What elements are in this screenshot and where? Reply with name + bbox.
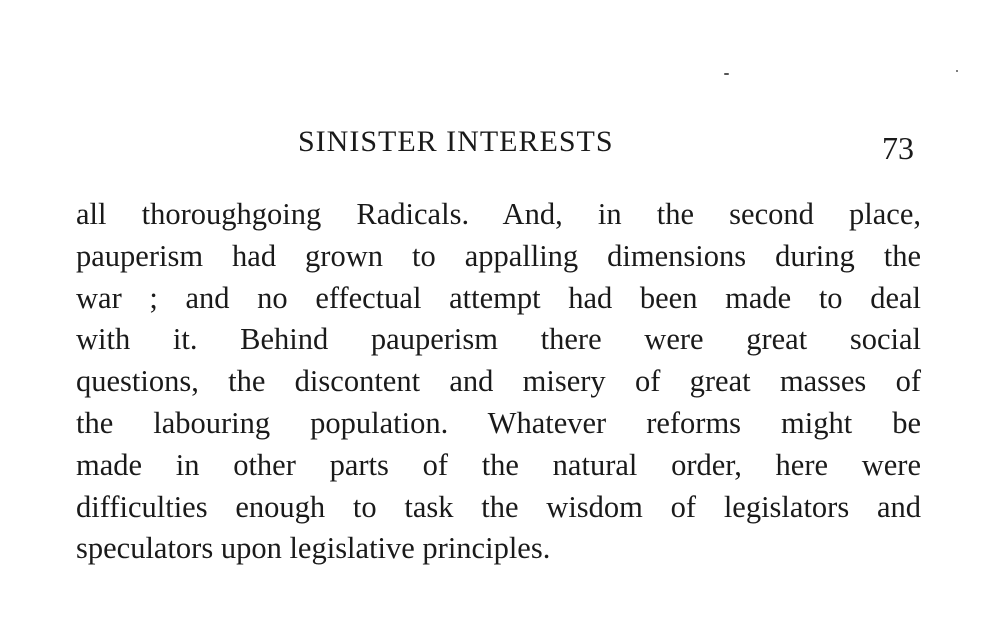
text-line: the labouring population. Whatever reforms might be (76, 405, 921, 440)
text-line: made in other parts of the natural order, here were (76, 447, 921, 482)
body-paragraph (76, 194, 921, 570)
scan-speck (956, 70, 958, 72)
text-line: with it. Behind pauperism there were great social (76, 322, 921, 357)
text-line: difficulties enough to task the wisdom of legislators and (76, 489, 921, 524)
text-line: questions, the discontent and misery of great masses of (76, 364, 921, 399)
text-line: pauperism had grown to appalling dimensions during the (76, 238, 921, 273)
running-title: SINISTER INTERESTS (298, 125, 614, 158)
page-number: 73 (882, 130, 914, 166)
scan-speck (724, 73, 729, 75)
text-line: speculators upon legislative principles. (76, 531, 551, 566)
text-line: all thoroughgoing Radicals. And, in the second place, (76, 197, 921, 231)
text-line: war ; and no effectual attempt had been made to deal (76, 280, 921, 315)
